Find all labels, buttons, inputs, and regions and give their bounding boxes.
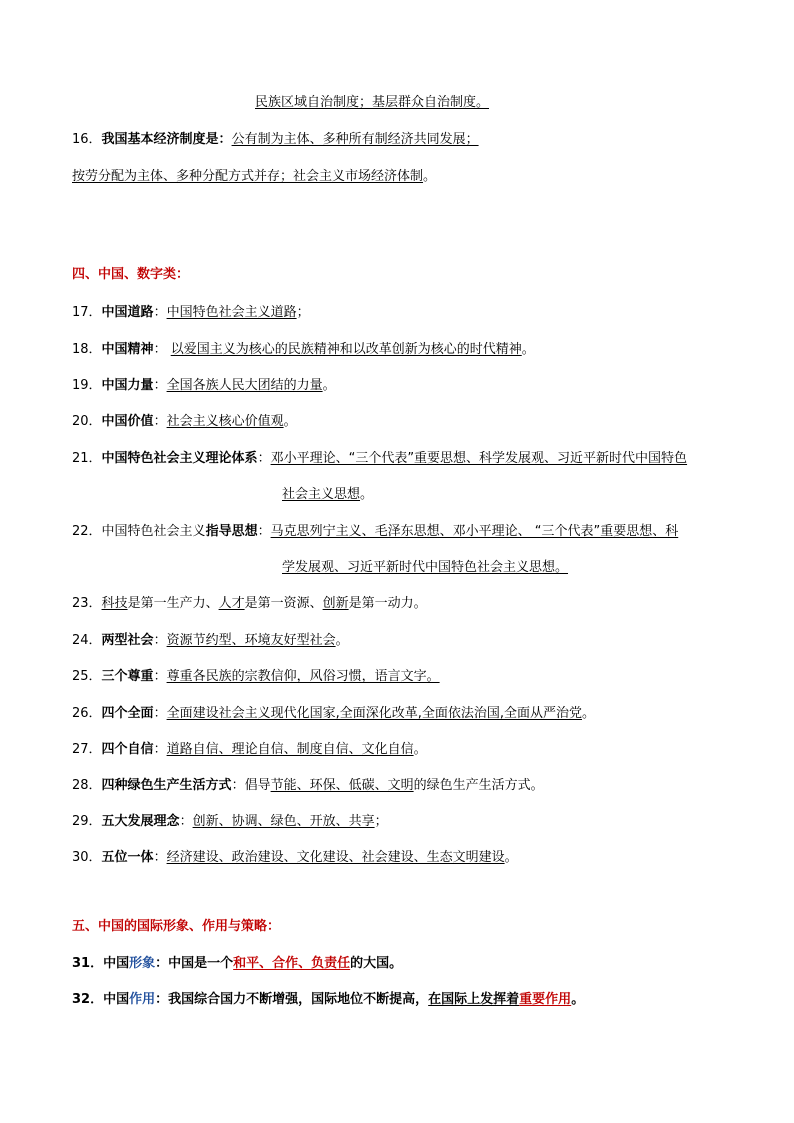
text-line-continuation <box>255 94 489 112</box>
item-22 <box>72 523 678 541</box>
item-content: 道路自信、理论自信、制度自信、文化自信 <box>166 742 414 757</box>
item-content: 经济建设、政治建设、文化建设、社会建设、生态文明建设 <box>166 850 505 865</box>
item-colon: ： <box>153 342 171 357</box>
item-number: 28． <box>72 778 102 793</box>
item-number: 32． <box>72 992 104 1007</box>
item-content: 资源节约型、环境友好型社会 <box>166 633 336 648</box>
item-content: 公有制为主体、多种所有制经济共同发展； <box>231 132 479 147</box>
item-prefix: 中国 <box>103 992 130 1007</box>
item-27 <box>72 741 427 759</box>
section-heading-5 <box>72 918 280 936</box>
item-label: 指导思想 <box>205 524 258 539</box>
item-tail: 。 <box>413 742 427 757</box>
item-colon: ： <box>153 742 167 757</box>
item-label: 五位一体 <box>101 850 154 865</box>
item-label: 中国价值 <box>101 414 154 429</box>
keyword-tech: 科技 <box>101 596 128 611</box>
item-tail: 。 <box>581 706 595 721</box>
item-number: 17． <box>72 305 102 320</box>
item-text: 是第一动力。 <box>348 596 427 611</box>
item-number: 23． <box>72 596 102 611</box>
item-number: 27． <box>72 742 102 757</box>
item-content: 按劳分配为主体、多种分配方式并存；社会主义市场经济体制 <box>72 169 424 184</box>
item-content: 和平、合作、负责任 <box>233 956 351 971</box>
item-tail: 。 <box>423 169 437 184</box>
item-tail: ； <box>296 305 310 320</box>
item-label: 两型社会 <box>101 633 154 648</box>
item-tail: 。 <box>571 992 585 1007</box>
item-31 <box>72 955 402 973</box>
line-text: 民族区域自治制度；基层群众自治制度。 <box>255 95 490 110</box>
item-19 <box>72 377 336 395</box>
item-content-highlight: 重要作用 <box>519 992 572 1007</box>
item-number: 21． <box>72 451 102 466</box>
item-number: 29． <box>72 814 102 829</box>
item-label: 中国特色社会主义理论体系 <box>101 451 258 466</box>
item-24 <box>72 632 349 650</box>
item-label: 四个自信 <box>101 742 154 757</box>
item-label: 四种绿色生产生活方式 <box>101 778 232 793</box>
item-colon: ： <box>179 814 193 829</box>
item-number: 18． <box>72 342 102 357</box>
item-20 <box>72 413 297 431</box>
item-colon: ： <box>153 633 167 648</box>
item-tail: 的绿色生产生活方式。 <box>413 778 544 793</box>
item-text: 是第一生产力、 <box>127 596 219 611</box>
item-21 <box>72 450 687 468</box>
item-colon: ： <box>257 451 271 466</box>
item-colon: ： <box>153 850 167 865</box>
item-28 <box>72 777 544 795</box>
item-label: 三个尊重 <box>101 669 154 684</box>
item-content: 节能、环保、低碳、文明 <box>270 778 414 793</box>
item-32 <box>72 991 584 1009</box>
item-number: 24． <box>72 633 102 648</box>
item-colon: ： <box>155 956 169 971</box>
item-16 <box>72 131 479 149</box>
item-tail: 。 <box>335 633 349 648</box>
item-label: 五大发展理念 <box>101 814 180 829</box>
item-text: 是第一资源、 <box>244 596 323 611</box>
item-22-continuation <box>282 559 568 577</box>
item-number: 16． <box>72 132 102 147</box>
item-content: 中国特色社会主义道路 <box>166 305 297 320</box>
item-label: 四个全面 <box>101 706 154 721</box>
item-content: 全面建设社会主义现代化国家,全面深化改革,全面依法治国,全面从严治党 <box>166 706 582 721</box>
item-content: 创新、协调、绿色、开放、共享 <box>192 814 375 829</box>
item-tail: 。 <box>521 342 535 357</box>
item-content: 学发展观、习近平新时代中国特色社会主义思想。 <box>282 560 569 575</box>
item-tail: 的大国。 <box>350 956 403 971</box>
item-colon: ： <box>231 778 245 793</box>
item-26 <box>72 705 595 723</box>
heading-text: 四、中国、数字类： <box>72 267 190 282</box>
item-23 <box>72 595 427 613</box>
item-number: 19． <box>72 378 102 393</box>
keyword-talent: 人才 <box>218 596 245 611</box>
item-number: 25． <box>72 669 102 684</box>
item-colon: ： <box>153 378 167 393</box>
heading-text: 五、中国的国际形象、作用与策略： <box>72 919 281 934</box>
item-17 <box>72 304 310 322</box>
item-content: 邓小平理论、“三个代表”重要思想、科学发展观、习近平新时代中国特色 <box>270 451 688 466</box>
item-tail: 。 <box>322 378 336 393</box>
item-18 <box>72 341 535 359</box>
item-label: 中国道路 <box>101 305 154 320</box>
keyword-innovation: 创新 <box>322 596 349 611</box>
item-text: 中国是一个 <box>168 956 234 971</box>
item-label: 形象 <box>129 956 156 971</box>
item-number: 20． <box>72 414 102 429</box>
item-colon: ： <box>153 305 167 320</box>
item-colon: ： <box>257 524 271 539</box>
item-tail: 。 <box>504 850 518 865</box>
item-content: 社会主义核心价值观 <box>166 414 284 429</box>
section-heading-4 <box>72 266 189 284</box>
item-label: 中国力量 <box>101 378 154 393</box>
item-colon: ： <box>153 669 167 684</box>
item-label: 中国精神 <box>101 342 154 357</box>
item-content: 社会主义思想 <box>282 487 361 502</box>
item-prefix: 中国 <box>103 956 130 971</box>
item-16-continuation <box>72 168 436 186</box>
item-number: 30． <box>72 850 102 865</box>
item-prefix: 中国特色社会主义 <box>101 524 206 539</box>
item-tail: 。 <box>360 487 374 502</box>
item-content: 以爱国主义为核心的民族精神和以改革创新为核心的时代精神 <box>170 342 522 357</box>
item-text: 我国综合国力不断增强，国际地位不断提高， <box>168 992 429 1007</box>
item-25 <box>72 668 440 686</box>
item-content: 马克思列宁主义、毛泽东思想、邓小平理论、 “三个代表”重要思想、科 <box>270 524 679 539</box>
item-content: 全国各族人民大团结的力量 <box>166 378 323 393</box>
item-29 <box>72 813 388 831</box>
item-number: 22． <box>72 524 102 539</box>
item-tail: ； <box>374 814 388 829</box>
item-content: 在国际上发挥着 <box>428 992 520 1007</box>
item-label: 我国基本经济制度是： <box>101 132 232 147</box>
item-30 <box>72 849 518 867</box>
item-number: 31． <box>72 956 104 971</box>
item-number: 26． <box>72 706 102 721</box>
item-label: 作用 <box>129 992 156 1007</box>
item-content: 尊重各民族的宗教信仰，风俗习惯，语言文字。 <box>166 669 440 684</box>
item-prefix: 倡导 <box>244 778 271 793</box>
item-colon: ： <box>153 706 167 721</box>
item-21-continuation <box>282 486 373 504</box>
item-colon: ： <box>155 992 169 1007</box>
item-tail: 。 <box>283 414 297 429</box>
item-colon: ： <box>153 414 167 429</box>
